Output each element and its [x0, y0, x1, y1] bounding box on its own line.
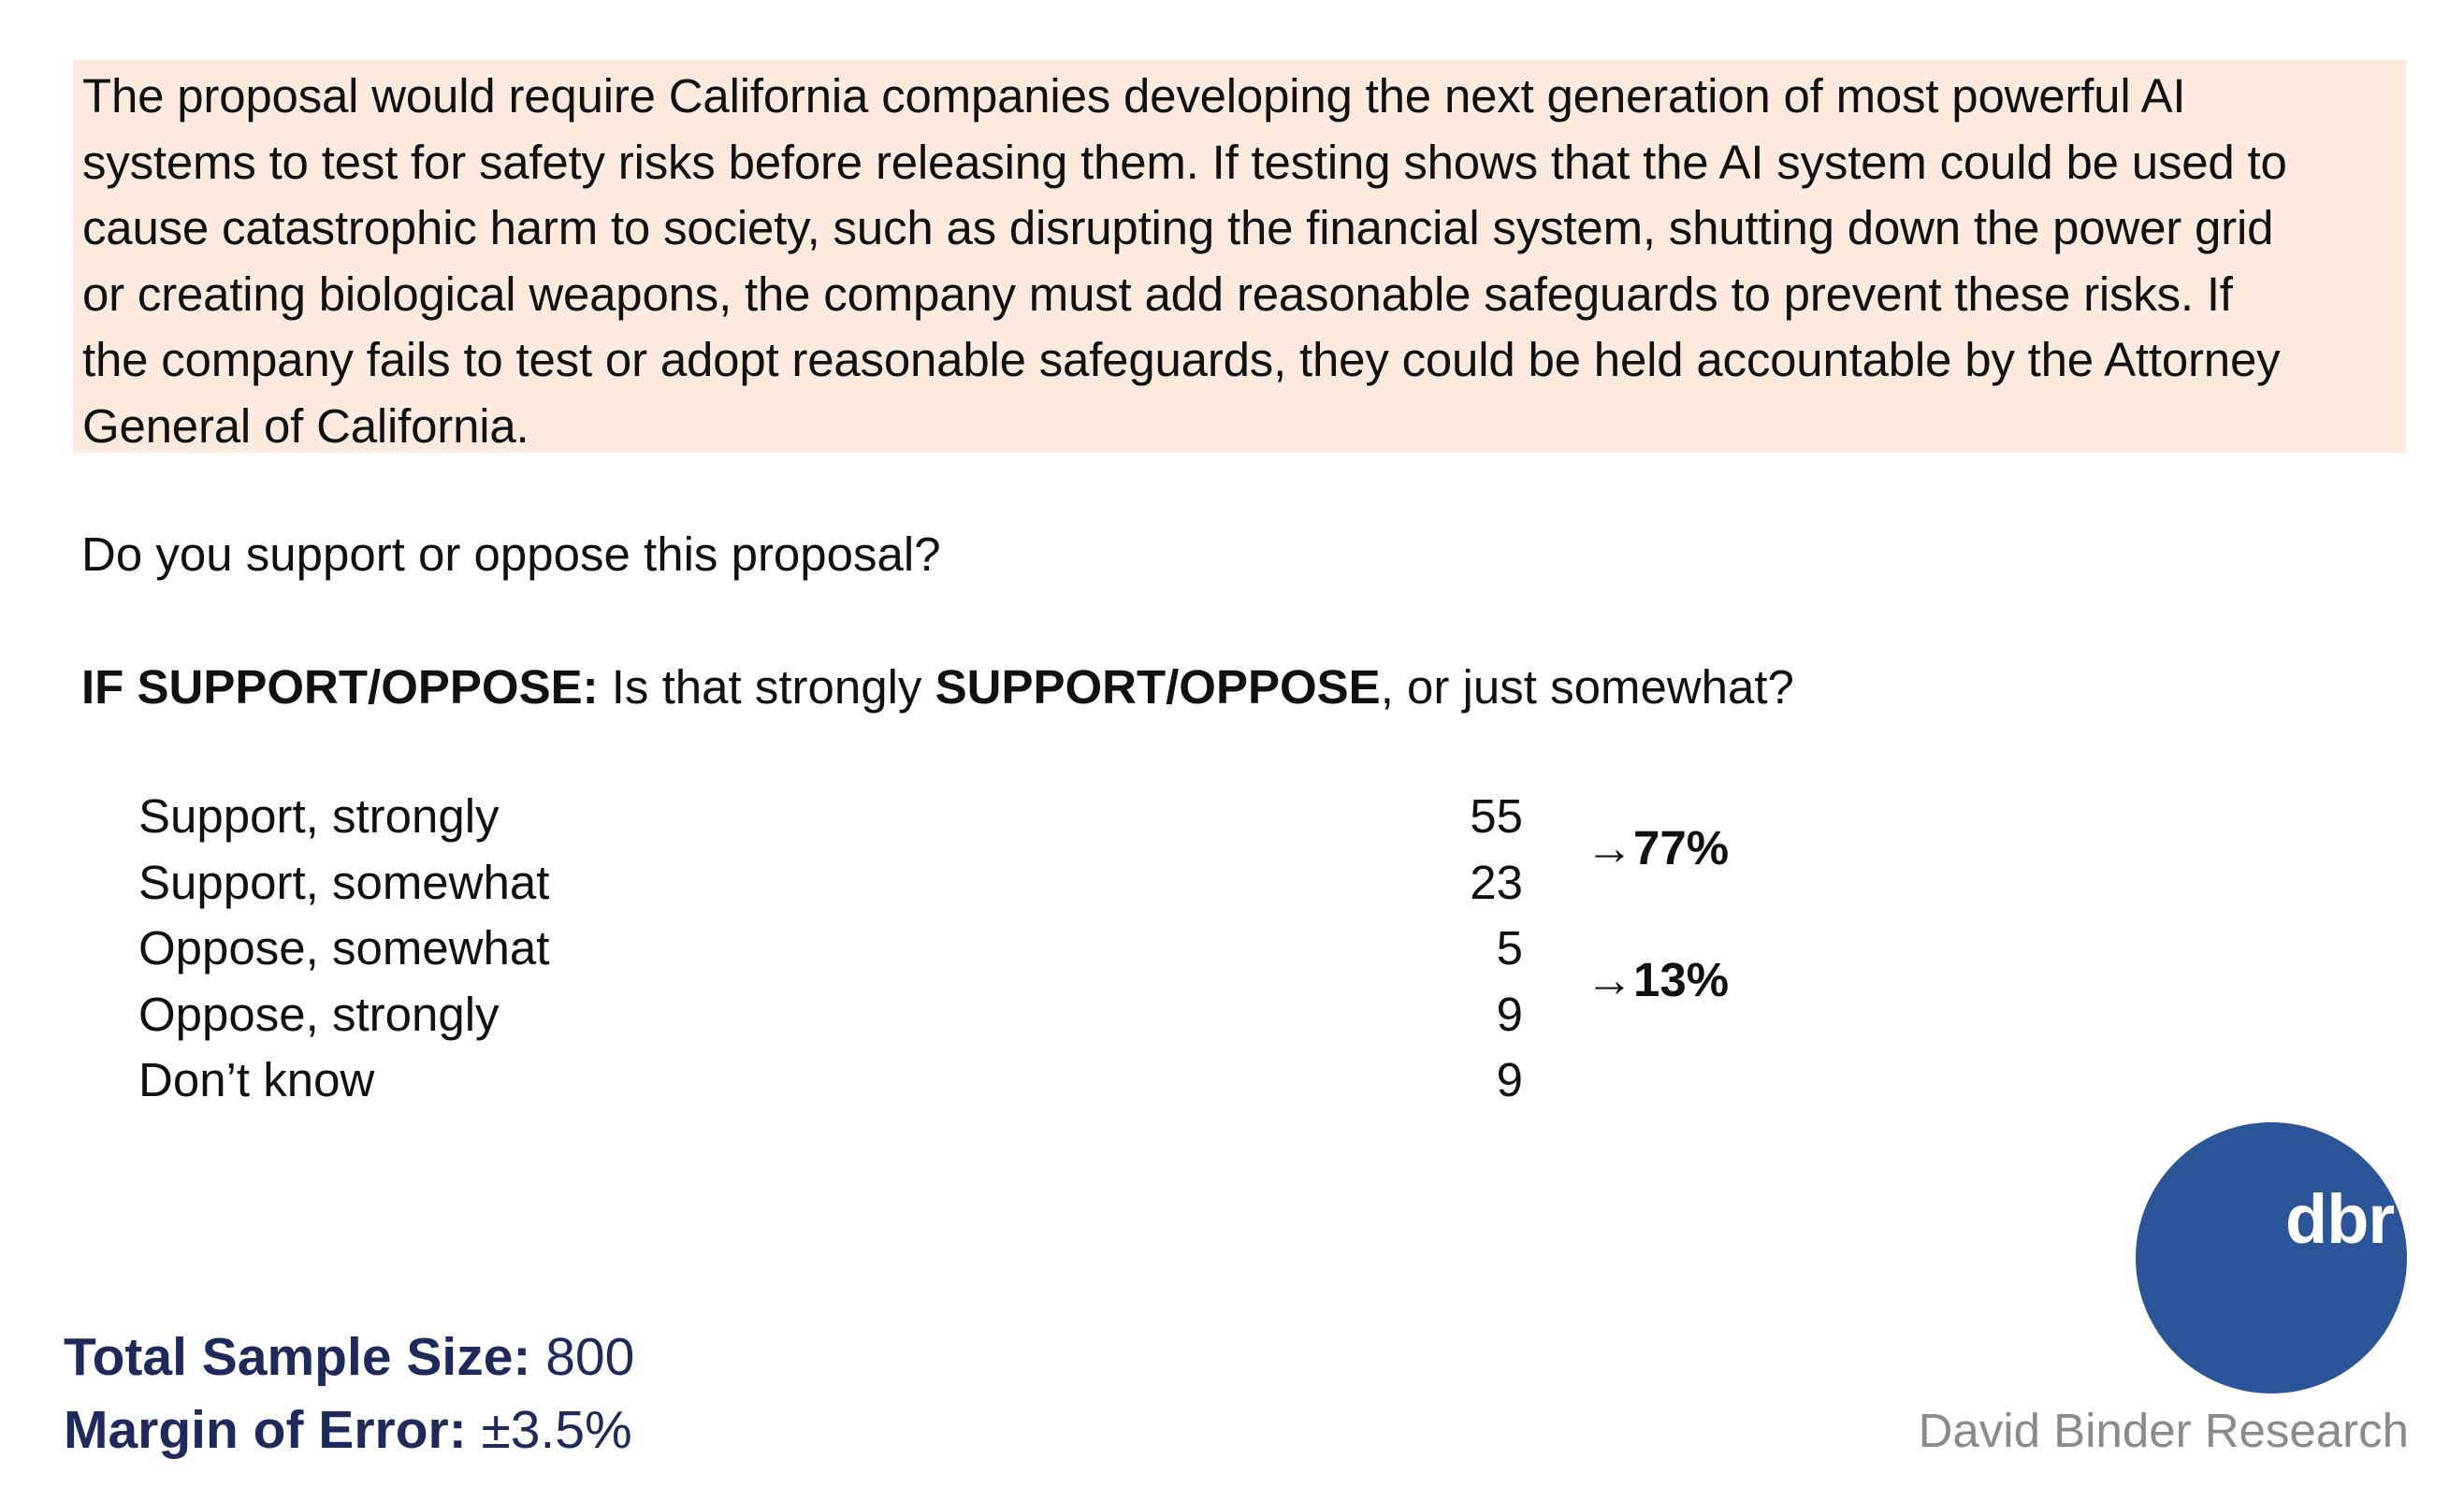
net-oppose-value: 13%: [1633, 953, 1730, 1006]
arrow-right-icon: →: [1586, 821, 1633, 874]
proposal-line: General of California.: [82, 398, 529, 453]
margin-of-error-label: Margin of Error:: [64, 1400, 467, 1460]
survey-question: Do you support or oppose this proposal?: [81, 527, 941, 581]
sample-size-value: 800: [530, 1327, 635, 1387]
proposal-line: or creating biological weapons, the company must add reasonable safeguards to prevent these risks. If: [82, 267, 2233, 321]
result-value: 23: [1470, 855, 1523, 909]
result-row: [138, 982, 1542, 1048]
net-support-value: 77%: [1633, 821, 1730, 874]
logo-mark: dbr: [2285, 1180, 2395, 1258]
result-row: [138, 916, 1542, 982]
proposal-text-box: [73, 60, 2406, 453]
result-label: Don’t know: [138, 1053, 375, 1106]
result-label: Support, strongly: [138, 789, 500, 843]
logo-caption: David Binder Research: [1918, 1404, 2409, 1457]
followup-lead: IF SUPPORT/OPPOSE:: [81, 660, 599, 714]
proposal-line: the company fails to test or adopt reasonable safeguards, they could be held accountable by the Attorney: [82, 333, 2281, 386]
result-label: Support, somewhat: [138, 855, 550, 909]
results-table: [138, 784, 1542, 1114]
followup-text: Is that strongly: [598, 660, 935, 714]
followup-emphasis: SUPPORT/OPPOSE: [935, 660, 1381, 714]
result-value: 9: [1496, 987, 1523, 1041]
followup-text-end: , or just somewhat?: [1380, 660, 1794, 714]
result-row: [138, 850, 1542, 917]
dbr-logo: [2136, 1122, 2407, 1394]
result-row: [138, 784, 1542, 850]
result-label: Oppose, strongly: [138, 987, 500, 1041]
proposal-line: systems to test for safety risks before releasing them. If testing shows that the AI system could be used to: [82, 135, 2287, 189]
net-support: [1586, 816, 1729, 881]
sample-size-label: Total Sample Size:: [64, 1327, 531, 1387]
proposal-line: cause catastrophic harm to society, such as disrupting the financial system, shutting down the power grid: [82, 201, 2274, 254]
result-value: 9: [1496, 1053, 1523, 1106]
result-row: [138, 1047, 1542, 1114]
arrow-right-icon: →: [1586, 953, 1633, 1006]
result-value: 55: [1470, 789, 1523, 843]
margin-of-error-line: [64, 1394, 634, 1466]
sample-size-line: [64, 1321, 634, 1394]
result-label: Oppose, somewhat: [138, 921, 550, 975]
followup-question: [81, 655, 1794, 720]
sample-info: [64, 1321, 634, 1466]
net-oppose: [1586, 947, 1729, 1013]
proposal-line: The proposal would require California companies developing the next generation of most powerful AI: [82, 69, 2186, 123]
margin-of-error-value: ±3.5%: [466, 1400, 632, 1460]
result-value: 5: [1496, 921, 1523, 975]
